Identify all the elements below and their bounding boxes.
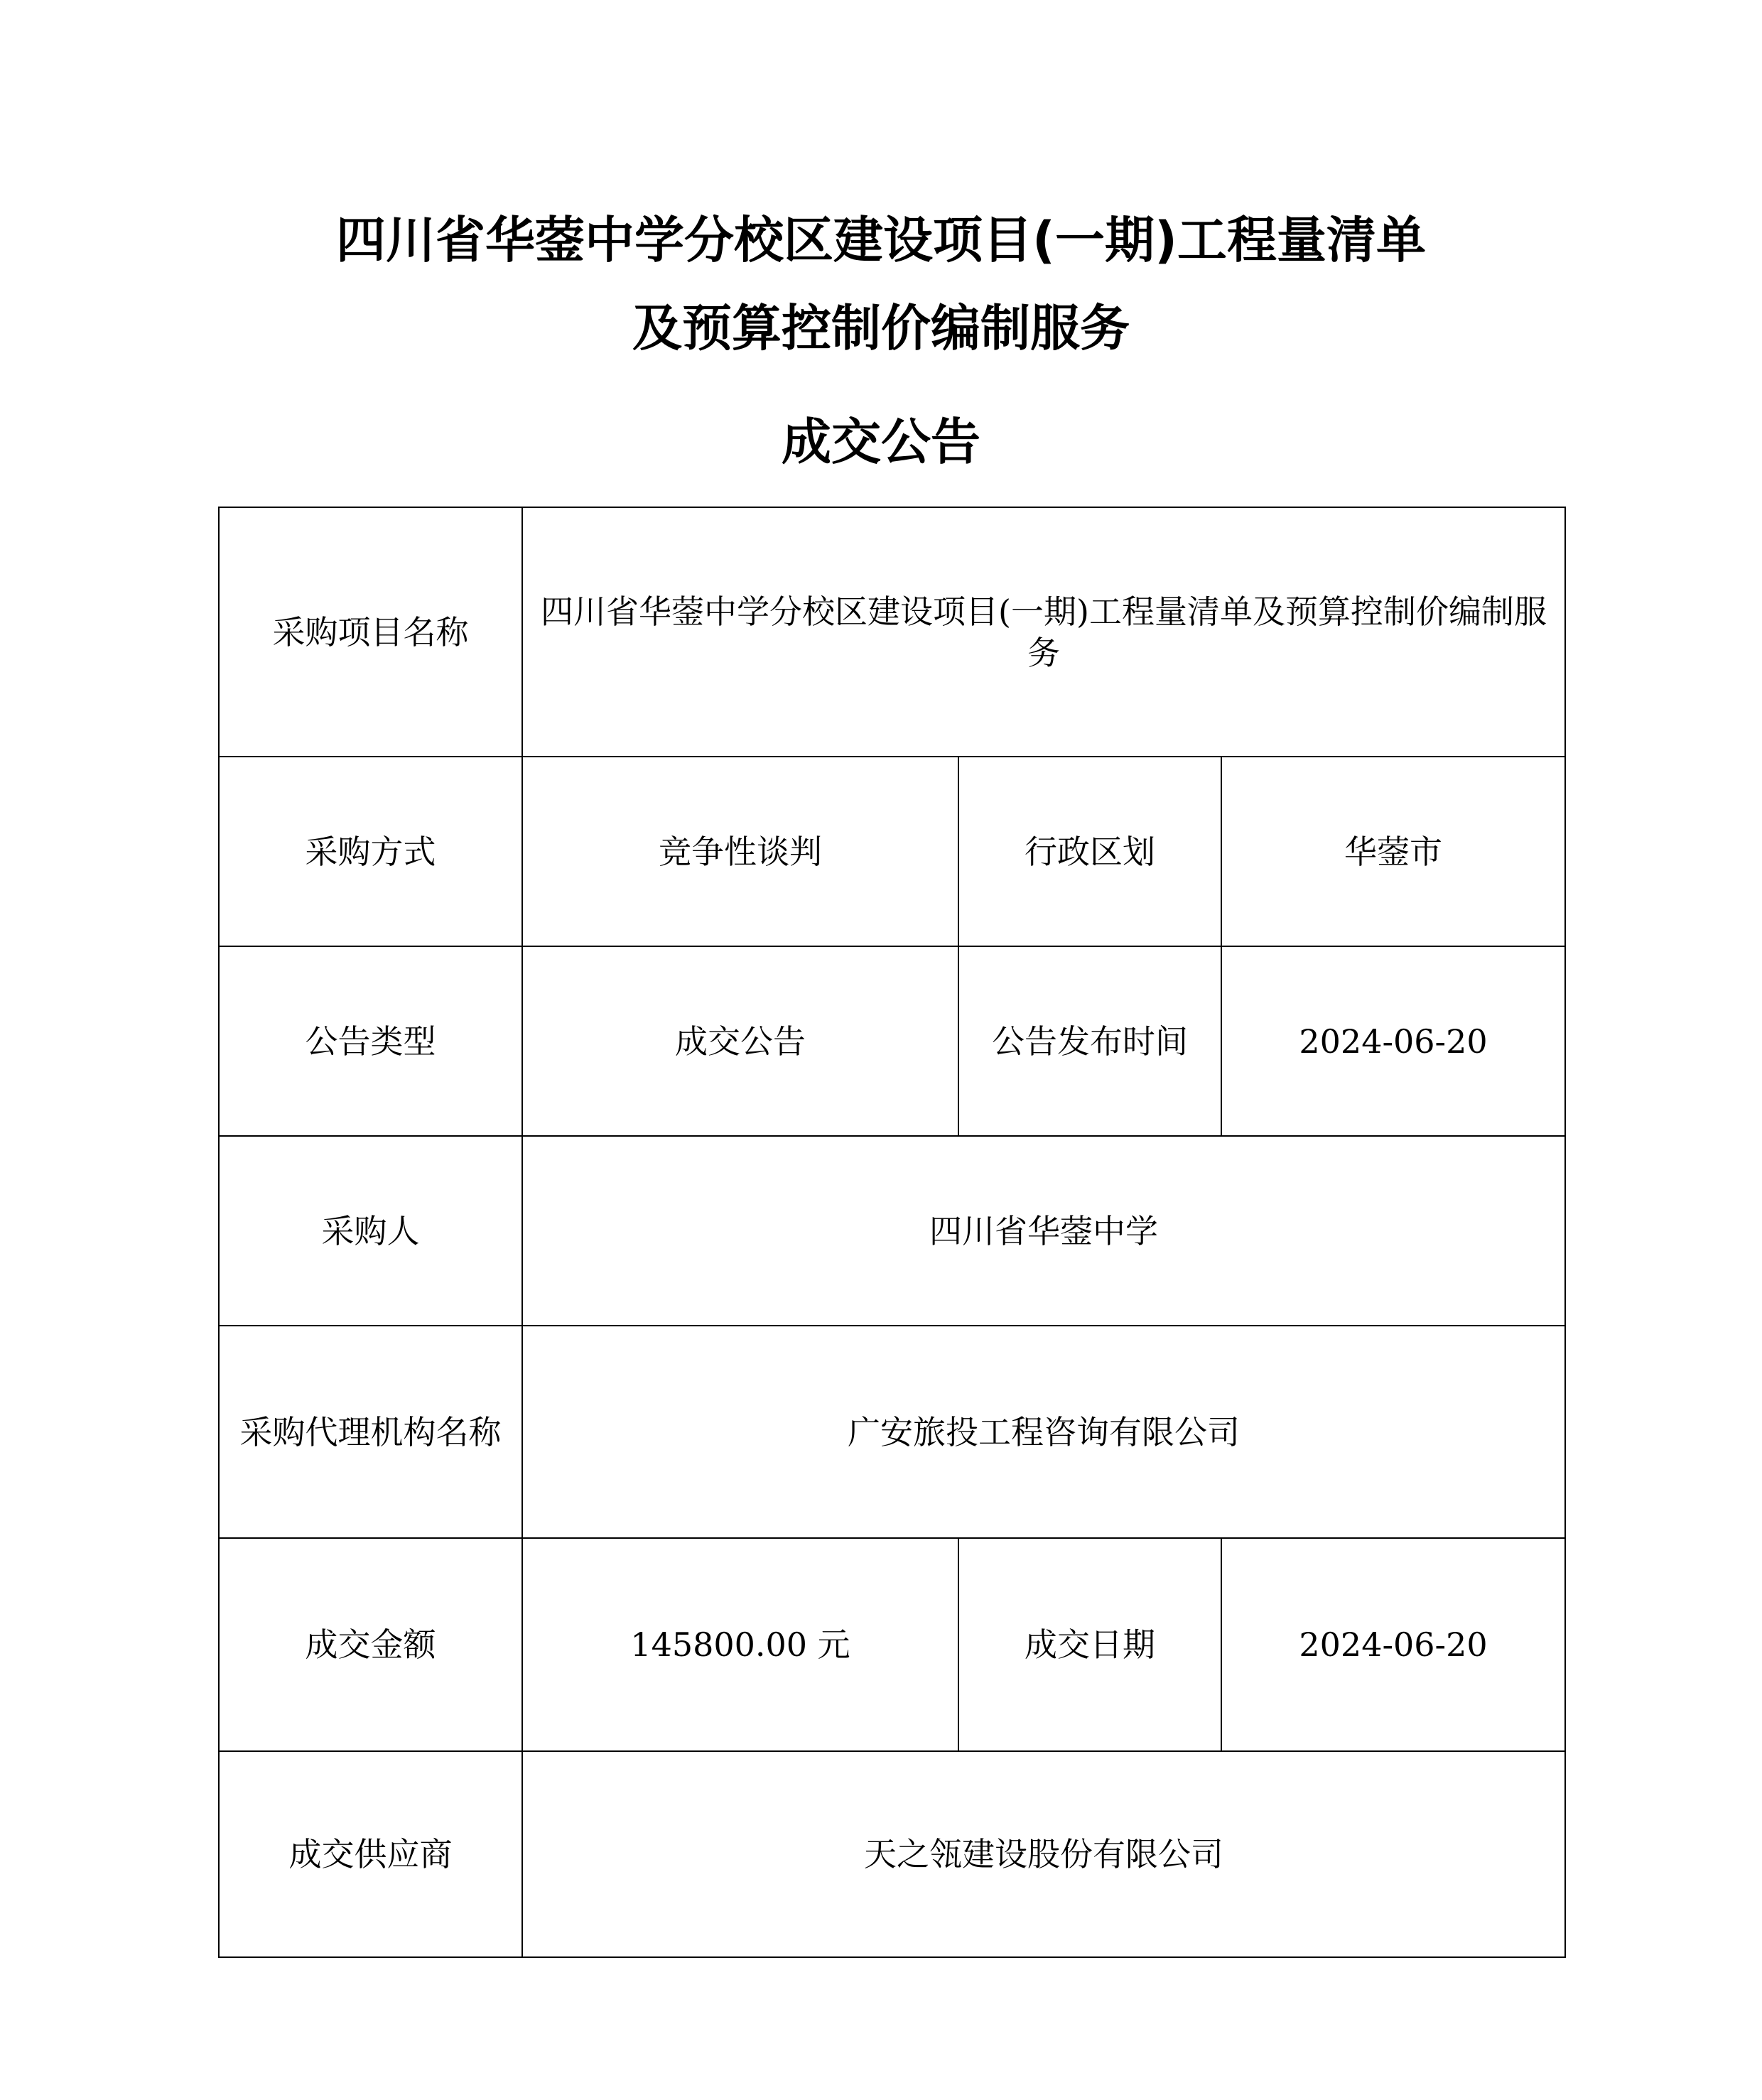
- amount-label: 成交金额: [219, 1538, 522, 1751]
- district-value: 华蓥市: [1221, 757, 1565, 946]
- publish-time-label: 公告发布时间: [958, 946, 1221, 1136]
- notice-type-value: 成交公告: [522, 946, 958, 1136]
- publish-time-value: 2024-06-20: [1221, 946, 1565, 1136]
- table-row-agency: [219, 1326, 1565, 1538]
- table-row-supplier: [219, 1751, 1565, 1957]
- document-title-line-1: 四川省华蓥中学分校区建设项目(一期)工程量清单: [336, 211, 1426, 269]
- table-row-purchaser: [219, 1136, 1565, 1326]
- project-name-value: 四川省华蓥中学分校区建设项目(一期)工程量清单及预算控制价编制服务: [522, 507, 1565, 757]
- supplier-label: 成交供应商: [219, 1751, 522, 1957]
- table-row-notice-type: [219, 946, 1565, 1136]
- purchaser-value: 四川省华蓥中学: [522, 1136, 1565, 1326]
- district-label: 行政区划: [958, 757, 1221, 946]
- notice-table: [218, 507, 1566, 1958]
- notice-type-label: 公告类型: [219, 946, 522, 1136]
- method-label: 采购方式: [219, 757, 522, 946]
- project-name-label: 采购项目名称: [219, 507, 522, 757]
- amount-value: 145800.00 元: [522, 1538, 958, 1751]
- agency-value: 广安旅投工程咨询有限公司: [522, 1326, 1565, 1538]
- document-subtitle: 成交公告: [782, 413, 980, 471]
- agency-label: 采购代理机构名称: [219, 1326, 522, 1538]
- method-value: 竞争性谈判: [522, 757, 958, 946]
- document-title-line-2: 及预算控制价编制服务: [632, 299, 1130, 357]
- purchaser-label: 采购人: [219, 1136, 522, 1326]
- table-row-amount: [219, 1538, 1565, 1751]
- table-row-method: [219, 757, 1565, 946]
- deal-date-label: 成交日期: [958, 1538, 1221, 1751]
- table-row-project-name: [219, 507, 1565, 757]
- deal-date-value: 2024-06-20: [1221, 1538, 1565, 1751]
- supplier-value: 天之瓴建设股份有限公司: [522, 1751, 1565, 1957]
